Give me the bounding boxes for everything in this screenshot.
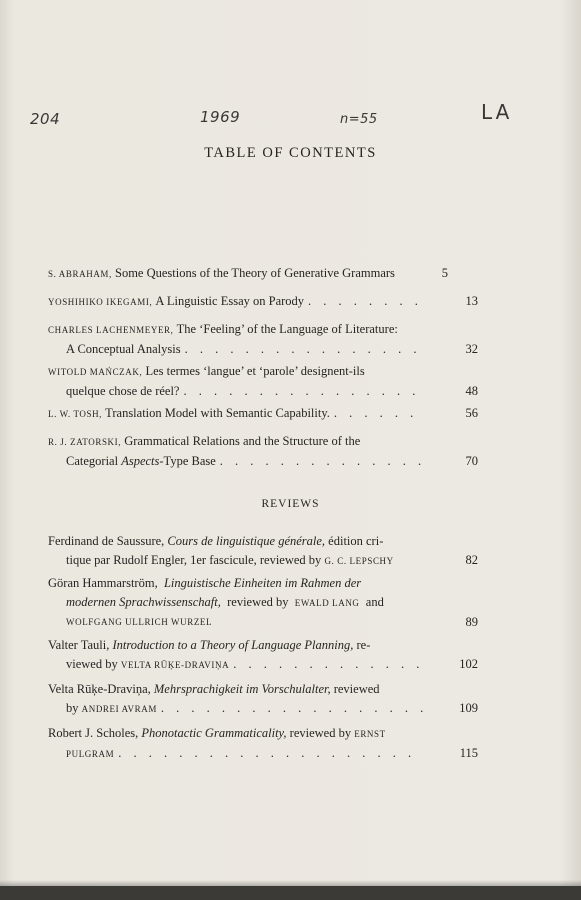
author-name: S. ABRAHAM, — [48, 269, 112, 279]
author-name: CHARLES LACHENMEYER, — [48, 325, 174, 335]
page-number: 56 — [465, 406, 478, 420]
dot-leaders — [308, 292, 423, 311]
toc-entry-line — [48, 264, 463, 284]
review-text: viewed by — [66, 657, 118, 671]
toc-entry-line — [48, 320, 463, 340]
review-line — [48, 744, 478, 764]
toc-entry-line — [48, 362, 463, 382]
toc-entry-line — [48, 452, 478, 471]
toc-entry-line — [48, 432, 463, 452]
review-entry-saussure[interactable] — [48, 532, 478, 571]
page-bottom-edge — [0, 886, 581, 900]
review-line — [48, 699, 478, 719]
toc-entry-abraham[interactable] — [48, 264, 463, 284]
book-author: Robert J. Scholes, — [48, 726, 139, 740]
handwritten-note-number: 204 — [30, 110, 61, 128]
page-number: 89 — [465, 615, 478, 629]
page-number: 48 — [465, 384, 478, 398]
author-name: WITOLD MAŃCZAK, — [48, 367, 143, 377]
reviewer-name: EWALD LANG — [294, 598, 360, 608]
page-number: 5 — [441, 266, 448, 280]
book-title-cont: modernen Sprachwissenschaft, — [66, 595, 221, 609]
author-name: R. J. ZATORSKI, — [48, 437, 122, 447]
reviewer-name: G. C. LEPSCHY — [324, 556, 394, 566]
toc-entry-line — [48, 404, 478, 424]
book-author: Velta Rūķe-Draviņa, — [48, 682, 151, 696]
book-author: Göran Hammarström, — [48, 576, 158, 590]
book-title: Cours de linguistique générale, — [167, 534, 326, 548]
dot-leaders — [185, 340, 423, 359]
review-line — [48, 724, 463, 744]
toc-entry-line — [48, 382, 478, 401]
handwritten-note-issue: n=55 — [340, 112, 378, 127]
review-text: re- — [356, 638, 371, 652]
review-text: by — [66, 701, 79, 715]
toc-entry-tosh[interactable] — [48, 404, 478, 424]
article-title: Les termes ‘langue’ et ‘parole’ designent-ils — [145, 364, 365, 378]
review-entry-ruke-dravina[interactable] — [48, 680, 478, 719]
toc-entry-line — [48, 292, 478, 312]
review-line — [48, 613, 478, 632]
article-title-cont: A Conceptual Analysis — [66, 342, 181, 356]
review-line — [48, 680, 463, 699]
review-text: tique par Rudolf Engler, 1er fascicule, reviewed by — [66, 553, 322, 567]
article-title: Some Questions of the Theory of Generative Grammars — [115, 266, 395, 280]
title-part: -Type Base — [159, 454, 216, 468]
reviewer-name: VELTA RŪĶE-DRAVIŅA — [120, 660, 230, 670]
dot-leaders — [220, 452, 423, 471]
dot-leaders — [118, 744, 423, 763]
toc-entry-zatorski[interactable] — [48, 432, 478, 471]
page-number: 115 — [459, 746, 478, 760]
reviewer-name: PULGRAM — [66, 749, 115, 759]
handwritten-note-initials: LA — [481, 100, 513, 124]
toc-entry-lachenmeyer[interactable] — [48, 320, 478, 359]
page-number: 109 — [459, 701, 478, 715]
page-number: 82 — [465, 553, 478, 567]
book-title: Introduction to a Theory of Language Planning, — [112, 638, 354, 652]
article-title: A Linguistic Essay on Parody — [155, 294, 305, 308]
book-title: Linguistische Einheiten im Rahmen der — [163, 576, 362, 590]
page-number: 70 — [465, 454, 478, 468]
book-title: Mehrsprachigkeit im Vorschulalter, — [153, 682, 331, 696]
review-entry-hammarstrom[interactable] — [48, 574, 478, 632]
page-number: 32 — [465, 342, 478, 356]
book-author: Ferdinand de Saussure, — [48, 534, 165, 548]
title-part: Categorial — [66, 454, 122, 468]
review-line — [48, 655, 478, 675]
page-number: 102 — [459, 657, 478, 671]
toc-entry-line — [48, 340, 478, 359]
review-line — [48, 532, 463, 551]
dot-leaders — [334, 404, 423, 423]
article-title: The ‘Feeling’ of the Language of Literature: — [176, 322, 398, 336]
review-text: reviewed — [333, 682, 380, 696]
review-text: reviewed by — [289, 726, 352, 740]
author-name: YOSHIHIKO IKEGAMI, — [48, 297, 153, 307]
dot-leaders — [161, 699, 423, 718]
article-title: Translation Model with Semantic Capability. — [105, 406, 330, 420]
toc-entry-ikegami[interactable] — [48, 292, 478, 312]
review-line — [48, 593, 463, 613]
review-text: and — [365, 595, 384, 609]
page-title: TABLE OF CONTENTS — [204, 145, 377, 161]
dot-leaders — [233, 655, 423, 674]
reviewer-name: WOLFGANG ULLRICH WURZEL — [66, 617, 213, 627]
review-entry-tauli[interactable] — [48, 636, 478, 675]
title-part-italic: Aspects — [121, 454, 160, 468]
review-text: reviewed by — [227, 595, 289, 609]
reviewer-name: ERNST — [354, 729, 386, 739]
handwritten-note-year: 1969 — [200, 108, 241, 126]
review-line — [48, 574, 463, 593]
page-number: 13 — [465, 294, 478, 308]
book-author: Valter Tauli, — [48, 638, 110, 652]
article-title: Grammatical Relations and the Structure of the — [124, 434, 361, 448]
review-entry-scholes[interactable] — [48, 724, 478, 764]
article-title-cont: quelque chose de réel? — [66, 384, 180, 398]
article-title-cont — [48, 452, 216, 471]
review-line — [48, 551, 478, 571]
reviewer-name: ANDREI AVRAM — [81, 704, 157, 714]
review-line — [48, 636, 463, 655]
toc-entry-manczak[interactable] — [48, 362, 478, 401]
book-title: Phonotactic Grammaticality, — [141, 726, 287, 740]
author-name: L. W. TOSH, — [48, 409, 103, 419]
dot-leaders — [183, 382, 423, 401]
section-heading-reviews: REVIEWS — [261, 498, 320, 510]
review-text: édition cri- — [328, 534, 384, 548]
